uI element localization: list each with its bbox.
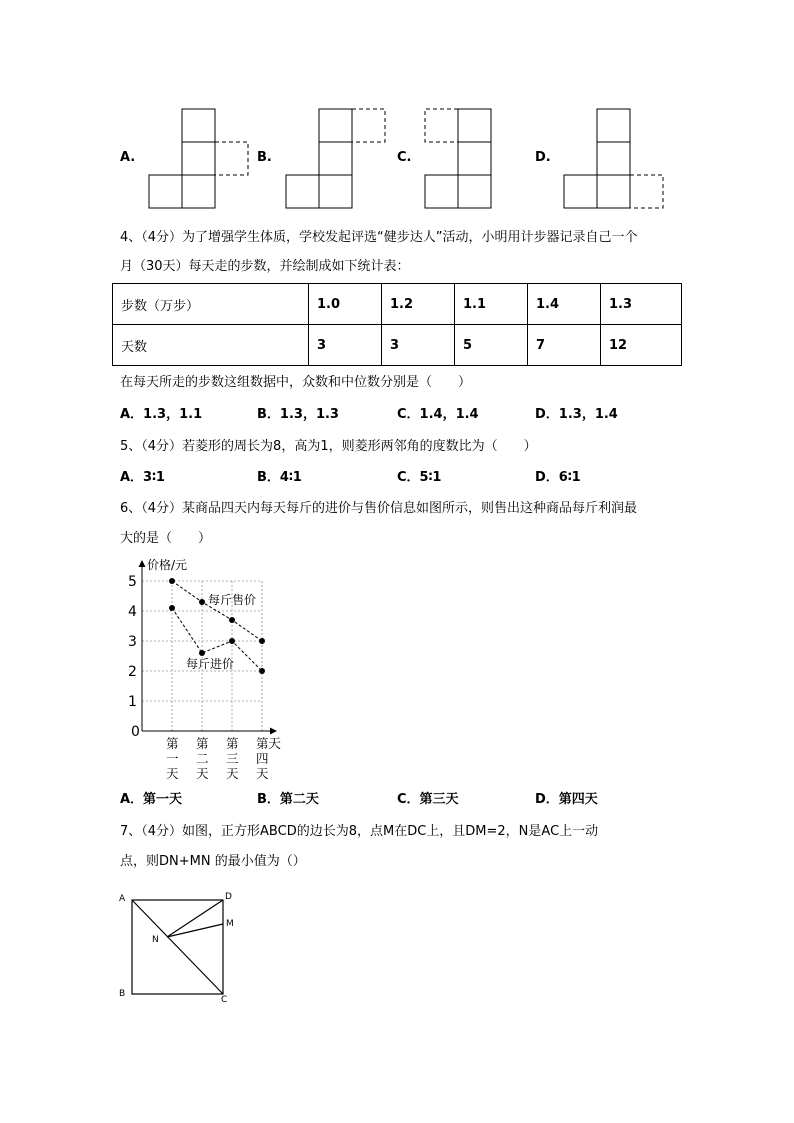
q3-net-d	[564, 109, 663, 208]
buy-price-point	[229, 638, 235, 644]
buy-price-label: 每斤进价	[186, 657, 235, 671]
q3-net-c	[425, 109, 491, 208]
q6-stem-line2: 大的是（ ）	[120, 531, 212, 546]
segment-mn	[167, 924, 223, 937]
q3-option-c-label: C.	[397, 150, 412, 165]
x-tick-label: 第一天	[166, 736, 179, 781]
x-axis-arrow-icon	[270, 728, 277, 735]
table-cell: 1.2	[382, 284, 455, 325]
y-axis-arrow-icon	[139, 560, 146, 567]
q4-option-a: A．1.3，1.1	[120, 407, 203, 422]
y-tick-label: 2	[128, 664, 137, 680]
sell-price-point	[199, 599, 205, 605]
y-tick-label: 3	[128, 634, 137, 650]
q7-stem-line1: 7、（4分）如图，正方形ABCD的边长为8，点M在DC上，且DM=2，N是AC上一动	[120, 824, 599, 839]
y-tick-label: 0	[131, 724, 140, 740]
q5-stem: 5、（4分）若菱形的周长为8，高为1，则菱形两邻角的度数比为（ ）	[120, 439, 537, 454]
q4-question: 在每天所走的步数这组数据中，众数和中位数分别是（ ）	[120, 375, 472, 390]
buy-price-point	[169, 605, 175, 611]
segment-dn	[167, 900, 223, 937]
q3-net-figures	[0, 0, 794, 215]
table-cell: 3	[382, 325, 455, 366]
table-cell: 7	[528, 325, 601, 366]
q4-stem-line2: 月（30天）每天走的步数，并绘制成如下统计表：	[120, 259, 410, 274]
sell-price-label: 每斤售价	[208, 593, 257, 607]
q3-option-b-label: B.	[257, 150, 272, 165]
sell-price-point	[169, 578, 175, 584]
q5-option-a: A．3∶1	[120, 470, 165, 485]
q6-option-a: A．第一天	[120, 792, 183, 807]
label-c: C	[221, 995, 228, 1005]
y-tick-label: 5	[128, 574, 137, 590]
x-tick-label: 第三天	[226, 736, 239, 781]
q7-stem-line2: 点，则DN+MN 的最小值为（）	[120, 854, 306, 869]
sell-price-point	[229, 617, 235, 623]
q3-net-a	[149, 109, 248, 208]
table-cell: 12	[601, 325, 682, 366]
q4-option-b: B．1.3，1.3	[257, 407, 339, 422]
q4-option-c: C．1.4，1.4	[397, 407, 479, 422]
table-cell: 1.1	[455, 284, 528, 325]
buy-price-point	[199, 650, 205, 656]
q5-option-b: B．4∶1	[257, 470, 302, 485]
y-tick-label: 4	[128, 604, 137, 620]
q3-net-b	[286, 109, 385, 208]
table-cell: 1.3	[601, 284, 682, 325]
x-tick-label: 第四天	[256, 736, 269, 781]
label-n: N	[152, 935, 159, 945]
table-cell: 3	[309, 325, 382, 366]
q4-steps-table	[112, 283, 682, 366]
q3-option-a-label: A.	[120, 150, 136, 165]
q7-square-figure	[112, 888, 252, 1008]
table-cell: 1.4	[528, 284, 601, 325]
y-tick-label: 1	[128, 694, 137, 710]
q6-option-c: C．第三天	[397, 792, 459, 807]
q6-stem-line1: 6、（4分）某商品四天内每天每斤的进价与售价信息如图所示，则售出这种商品每斤利润最	[120, 501, 638, 516]
table-row	[113, 284, 682, 325]
table-cell: 1.0	[309, 284, 382, 325]
x-axis-label: 天	[268, 737, 282, 752]
table-row	[113, 325, 682, 366]
q3-option-d-label: D.	[535, 150, 551, 165]
q6-option-d: D．第四天	[535, 792, 598, 807]
label-b: B	[119, 989, 126, 999]
label-d: D	[225, 892, 232, 902]
sell-price-line	[172, 581, 262, 641]
y-axis-label: 价格/元	[147, 558, 188, 572]
diagonal-ac	[132, 900, 223, 994]
buy-price-point	[259, 668, 265, 674]
label-m: M	[226, 919, 234, 929]
q4-stem-line1: 4、（4分）为了增强学生体质，学校发起评选“健步达人”活动，小明用计步器记录自己一个	[120, 230, 638, 245]
table-cell: 步数（万步）	[113, 284, 309, 325]
sell-price-point	[259, 638, 265, 644]
q6-price-chart	[110, 552, 300, 782]
q5-option-c: C．5∶1	[397, 470, 442, 485]
table-cell: 5	[455, 325, 528, 366]
table-cell: 天数	[113, 325, 309, 366]
q4-option-d: D．1.3，1.4	[535, 407, 618, 422]
q6-option-b: B．第二天	[257, 792, 319, 807]
q5-option-d: D．6∶1	[535, 470, 581, 485]
x-tick-label: 第二天	[196, 736, 209, 781]
label-a: A	[119, 894, 126, 904]
